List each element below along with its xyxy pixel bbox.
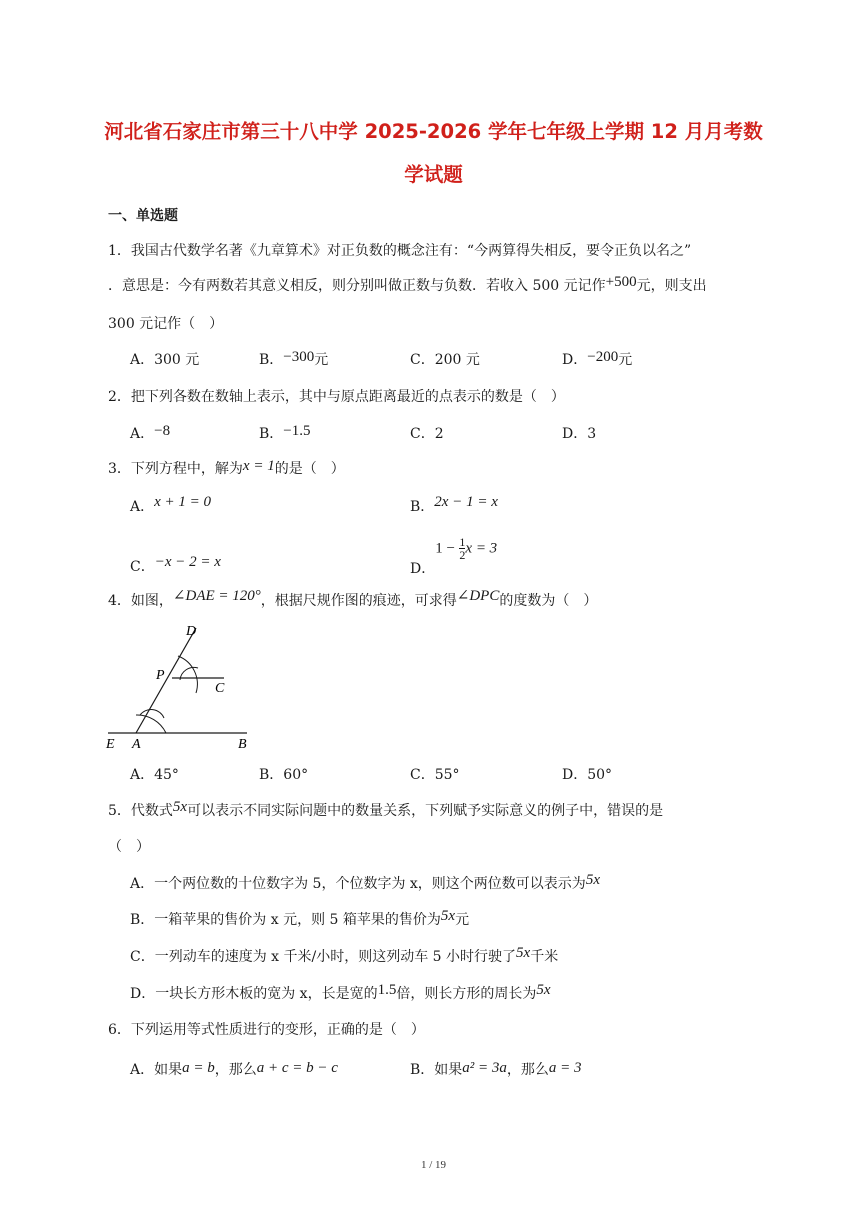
q5-option-b — [130, 909, 469, 929]
option-math: −200 — [587, 349, 619, 365]
q2-option-b — [259, 423, 311, 443]
option-text: ，那么 — [214, 1062, 257, 1078]
option-text: C．一列动车的速度为 x 千米/小时，则这列动车 5 小时行驶了 — [130, 949, 517, 965]
option-label: A． — [130, 499, 155, 515]
option-math: 1.5 — [377, 982, 397, 998]
q4-text: ，根据尺规作图的痕迹，可求得 — [260, 593, 457, 609]
option-math: a² = 3a — [462, 1060, 507, 1076]
q5-option-c — [130, 946, 558, 966]
label-p: P — [156, 668, 165, 683]
option-label: B． — [259, 352, 284, 368]
arc-small-a — [140, 709, 164, 718]
q1-option-a: A．300 元 — [130, 352, 200, 368]
option-label: D． — [562, 352, 588, 368]
q4-option-c: C．55° — [410, 767, 460, 783]
q1-option-d — [562, 349, 632, 369]
ray-ad — [136, 628, 196, 733]
q3-text-end: 的是（ ） — [274, 461, 345, 477]
option-text: B．一箱苹果的售价为 x 元，则 5 箱苹果的售价为 — [130, 912, 441, 928]
option-math: a + c = b − c — [256, 1060, 338, 1076]
q1-option-b — [259, 349, 328, 369]
q3-math: x = 1 — [242, 458, 275, 474]
q6-stem: 6．下列运用等式性质进行的变形，正确的是（ ） — [108, 1022, 425, 1038]
option-math: x = 3 — [465, 540, 498, 557]
q4-math-angle2: ∠DPC — [456, 588, 500, 604]
q5-text: 5．代数式 — [108, 803, 173, 819]
label-e: E — [106, 737, 115, 752]
option-math: −300 — [283, 349, 315, 365]
q4-stem — [108, 590, 597, 610]
option-label: C． — [130, 559, 155, 575]
q4-text-end: 的度数为（ ） — [499, 593, 598, 609]
arc-at-p — [178, 656, 197, 693]
option-text: B．如果 — [410, 1062, 463, 1078]
q5-option-d — [130, 983, 551, 1003]
q4-option-d: D．50° — [562, 767, 613, 783]
option-math: −8 — [154, 423, 171, 439]
q3-option-b — [410, 496, 498, 516]
option-math: −x − 2 = x — [154, 554, 221, 570]
geometry-figure — [100, 620, 270, 755]
option-math: a = b — [182, 1060, 215, 1076]
q3-option-d — [410, 535, 498, 577]
q5-stem-line2: （ ） — [108, 839, 150, 855]
q2-option-c: C．2 — [410, 426, 444, 442]
option-math: 5x — [536, 982, 551, 998]
option-math: x + 1 = 0 — [154, 494, 212, 510]
option-text-end: 元 — [455, 912, 470, 928]
q5-stem-line1 — [108, 800, 663, 820]
q1-stem-line3: 300 元记作（ ） — [108, 316, 224, 332]
section-heading: 一、单选题 — [108, 208, 178, 224]
option-label: B． — [410, 499, 435, 515]
q3-option-c — [130, 556, 221, 576]
q1-math: +500 — [605, 274, 637, 290]
q5-option-a — [130, 873, 600, 893]
option-text: A．一个两位数的十位数字为 5，个位数字为 x，则这个两位数可以表示为 — [130, 876, 586, 892]
page-title-line1: 河北省石家庄市第三十八中学 2025-2026 学年七年级上学期 12 月月考数 — [104, 120, 763, 143]
q6-option-b — [410, 1059, 582, 1079]
label-a: A — [132, 737, 141, 752]
label-d: D — [186, 624, 197, 639]
option-math: 5x — [585, 872, 600, 888]
label-b: B — [238, 737, 247, 752]
option-unit: 元 — [618, 352, 633, 368]
option-text: D．一块长方形木板的宽为 x，长是宽的 — [130, 986, 378, 1002]
q2-stem: 2．把下列各数在数轴上表示，其中与原点距离最近的点表示的数是（ ） — [108, 389, 565, 405]
q1-option-c: C．200 元 — [410, 352, 480, 368]
q4-math-angle: ∠DAE = 120° — [172, 588, 261, 604]
q1-text-end: 元，则支出 — [636, 278, 707, 294]
q1-text: ．意思是：今有两数若其意义相反，则分别叫做正数与负数．若收入 500 元记作 — [108, 278, 606, 294]
option-text-end: 千米 — [530, 949, 559, 965]
option-math: 1 − — [435, 540, 455, 557]
option-text: ，那么 — [506, 1062, 549, 1078]
q3-text: 3．下列方程中，解为 — [108, 461, 243, 477]
q4-option-b: B．60° — [259, 767, 309, 783]
option-text: A．如果 — [130, 1062, 183, 1078]
label-c: C — [215, 681, 225, 696]
q4-option-a: A．45° — [130, 767, 179, 783]
fraction-denominator: 2 — [459, 548, 466, 562]
q3-stem — [108, 458, 345, 478]
q4-text: 4．如图， — [108, 593, 173, 609]
fraction-numerator: 1 — [459, 535, 466, 549]
q1-stem-line1: 1．我国古代数学名著《九章算术》对正负数的概念注有：“今两算得失相反，要令正负以名之” — [108, 243, 692, 259]
option-math: 5x — [516, 945, 531, 961]
q5-math: 5x — [172, 799, 188, 815]
q6-option-a — [130, 1059, 338, 1079]
page-title-line2: 学试题 — [404, 163, 463, 186]
page-number: 1 / 19 — [420, 1159, 447, 1171]
option-math: 2x − 1 = x — [434, 494, 498, 510]
q2-option-a — [130, 423, 170, 443]
option-label: B． — [259, 426, 284, 442]
option-text: 倍，则长方形的周长为 — [396, 986, 537, 1002]
q3-option-a — [130, 496, 211, 516]
option-unit: 元 — [314, 352, 329, 368]
q5-text-end: 可以表示不同实际问题中的数量关系，下列赋予实际意义的例子中，错误的是 — [187, 803, 664, 819]
option-math: a = 3 — [548, 1060, 582, 1076]
q1-stem-line2 — [108, 275, 707, 295]
option-label: A． — [130, 426, 155, 442]
option-math: 5x — [440, 908, 456, 924]
option-label: D． — [410, 560, 436, 577]
q2-option-d: D．3 — [562, 426, 597, 442]
option-math: −1.5 — [283, 423, 311, 439]
